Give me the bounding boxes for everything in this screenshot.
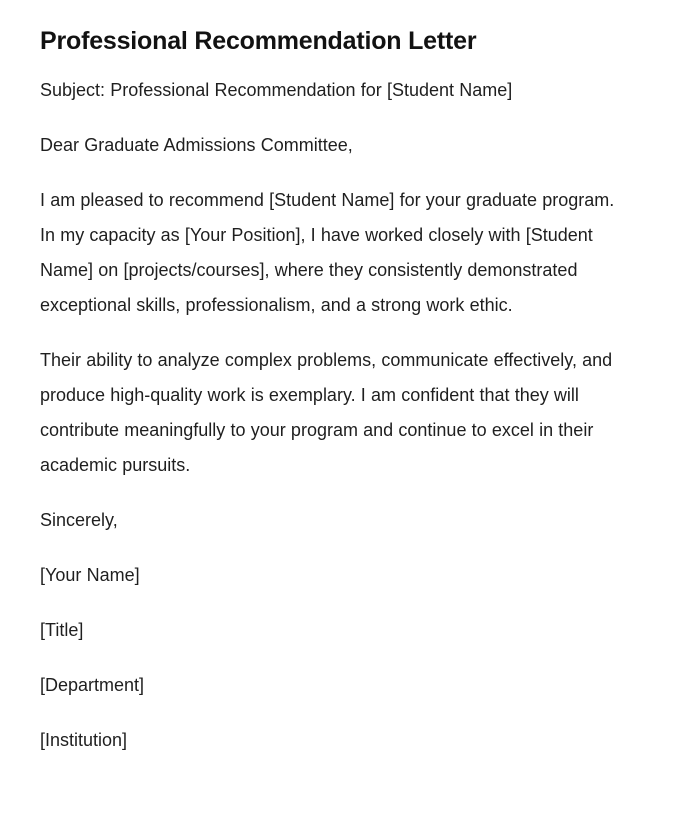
signature-department: [Department] xyxy=(40,675,145,695)
signature-title: [Title] xyxy=(40,620,84,640)
signature-institution: [Institution] xyxy=(40,730,128,750)
salutation-line: Dear Graduate Admissions Committee, xyxy=(40,135,353,155)
signature-name: [Your Name] xyxy=(40,565,140,585)
body-paragraph-1: I am pleased to recommend [Student Name] for your graduate program. In my capacity as [Your Position], I have worked closely with [Student Name] on [projects/courses], where they consistently demonstrated exceptional skills, professionalism, and a strong work ethic. xyxy=(40,190,615,315)
closing-line: Sincerely, xyxy=(40,510,118,530)
page-title: Professional Recommendation Letter xyxy=(40,27,477,55)
body-paragraph-2: Their ability to analyze complex problems, communicate effectively, and produce high-quality work is exemplary. I am confident that they will contribute meaningfully to your program and continue to excel in their academic pursuits. xyxy=(40,350,613,475)
subject-line: Subject: Professional Recommendation for [Student Name] xyxy=(40,80,513,100)
